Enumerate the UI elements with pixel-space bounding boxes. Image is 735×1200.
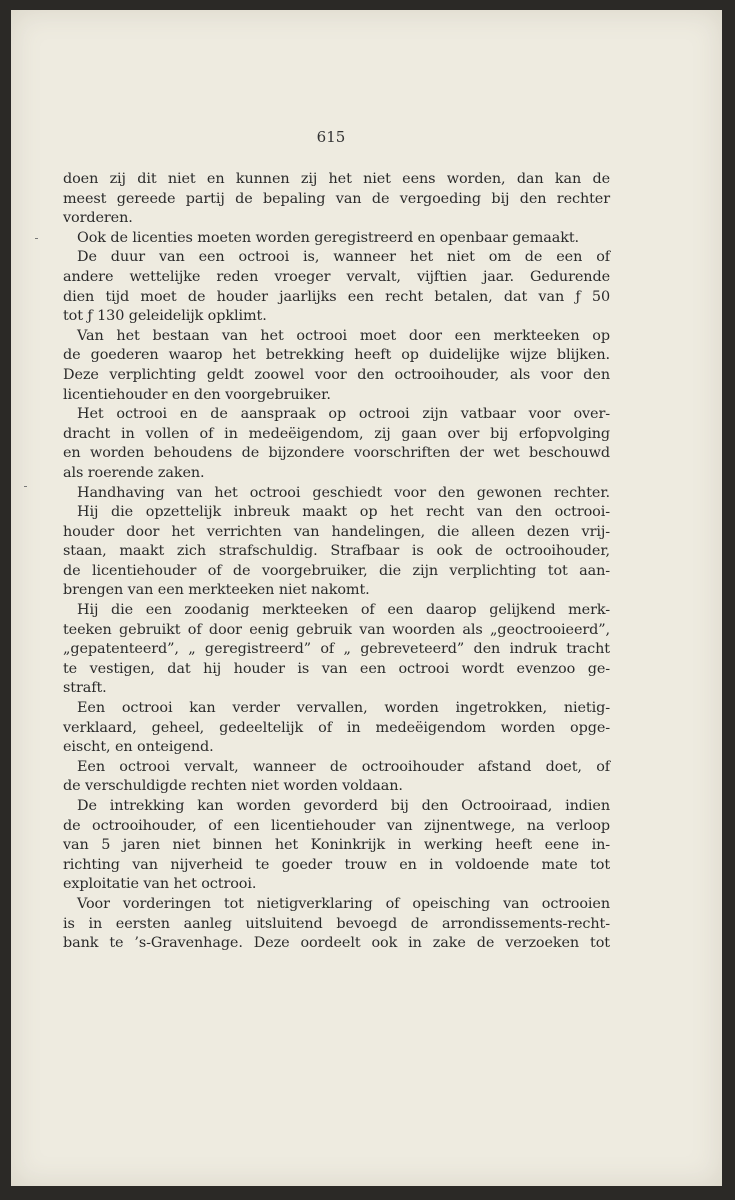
text-line: meest gereede partij de bepaling van de vergoeding bij den rechter <box>63 190 610 207</box>
text-line: dien tijd moet de houder jaarlijks een recht betalen, dat van ƒ 50 <box>63 288 610 305</box>
text-line: tot ƒ 130 geleidelijk opklimt. <box>63 308 267 325</box>
text-line: De intrekking kan worden gevorderd bij den Octrooiraad, indien <box>77 798 610 814</box>
text-line: vorderen. <box>63 210 133 227</box>
text-line: te vestigen, dat hij houder is van een octrooi wordt evenzoo ge- <box>63 660 610 677</box>
text-line: Voor vorderingen tot nietigverklaring of opeisching van octrooien <box>77 895 610 912</box>
text-line: Een octrooi vervalt, wanneer de octrooihouder afstand doet, of <box>77 758 610 775</box>
text-line: Deze verplichting geldt zoowel voor den octrooihouder, als voor den <box>63 366 610 383</box>
margin-mark <box>35 238 38 239</box>
body-text <box>63 170 610 954</box>
text-line: verklaard, geheel, gedeeltelijk of in medeëigendom worden opge- <box>63 719 610 736</box>
text-line: Hij die opzettelijk inbreuk maakt op het recht van den octrooi- <box>77 504 610 521</box>
text-line: doen zij dit niet en kunnen zij het niet eens worden, dan kan de <box>63 171 610 187</box>
text-line: licentiehouder en den voorgebruiker. <box>63 386 331 403</box>
text-line: Van het bestaan van het octrooi moet door een merkteeken op <box>77 327 610 344</box>
text-line: als roerende zaken. <box>63 464 205 481</box>
text-line: andere wettelijke reden vroeger vervalt, vijftien jaar. Gedurende <box>63 268 610 285</box>
text-line: teeken gebruikt of door eenig gebruik van woorden als „geoctrooieerd”, <box>63 621 610 638</box>
text-line: de verschuldigde rechten niet worden voldaan. <box>63 778 403 795</box>
text-line: van 5 jaren niet binnen het Koninkrijk in werking heeft eene in- <box>63 837 610 854</box>
text-line: de octrooihouder, of een licentiehouder van zijnentwege, na verloop <box>63 817 610 834</box>
text-line: Een octrooi kan verder vervallen, worden ingetrokken, nietig- <box>77 700 610 717</box>
text-line: en worden behoudens de bijzondere voorschriften der wet beschouwd <box>63 445 610 462</box>
book-page <box>11 10 722 1186</box>
text-line: de goederen waarop het betrekking heeft op duidelijke wijze blijken. <box>63 347 610 364</box>
text-line: brengen van een merkteeken niet nakomt. <box>63 582 370 599</box>
text-line: houder door het verrichten van handelingen, die alleen dezen vrij- <box>63 523 610 540</box>
margin-mark <box>24 486 27 487</box>
text-line: de licentiehouder of de voorgebruiker, die zijn verplichting tot aan- <box>63 562 610 579</box>
text-line: Ook de licenties moeten worden geregistreerd en openbaar gemaakt. <box>77 229 580 246</box>
text-line: Handhaving van het octrooi geschiedt voor den gewonen rechter. <box>77 484 610 501</box>
text-line: Hij die een zoodanig merkteeken of een daarop gelijkend merk- <box>77 602 610 619</box>
text-line: staan, maakt zich strafschuldig. Strafbaar is ook de octrooihouder, <box>63 543 610 560</box>
text-line: eischt, en onteigend. <box>63 739 214 756</box>
text-line: De duur van een octrooi is, wanneer het niet om de een of <box>77 249 610 266</box>
text-line: exploitatie van het octrooi. <box>63 876 257 893</box>
text-line: straft. <box>63 680 107 697</box>
text-line: „gepatenteerd”, „ geregistreerd” of „ gebreveteerd” den indruk tracht <box>63 641 610 658</box>
text-line: Het octrooi en de aanspraak op octrooi zijn vatbaar voor over- <box>77 406 610 423</box>
text-line: bank te ’s-Gravenhage. Deze oordeelt ook in zake de verzoeken tot <box>63 935 610 952</box>
text-line: is in eersten aanleg uitsluitend bevoegd de arrondissements-recht- <box>63 915 610 932</box>
page-number: 615 <box>316 128 346 146</box>
text-line: richting van nijverheid te goeder trouw en in voldoende mate tot <box>63 856 610 873</box>
text-line: dracht in vollen of in medeëigendom, zij gaan over bij erfopvolging <box>63 425 610 442</box>
